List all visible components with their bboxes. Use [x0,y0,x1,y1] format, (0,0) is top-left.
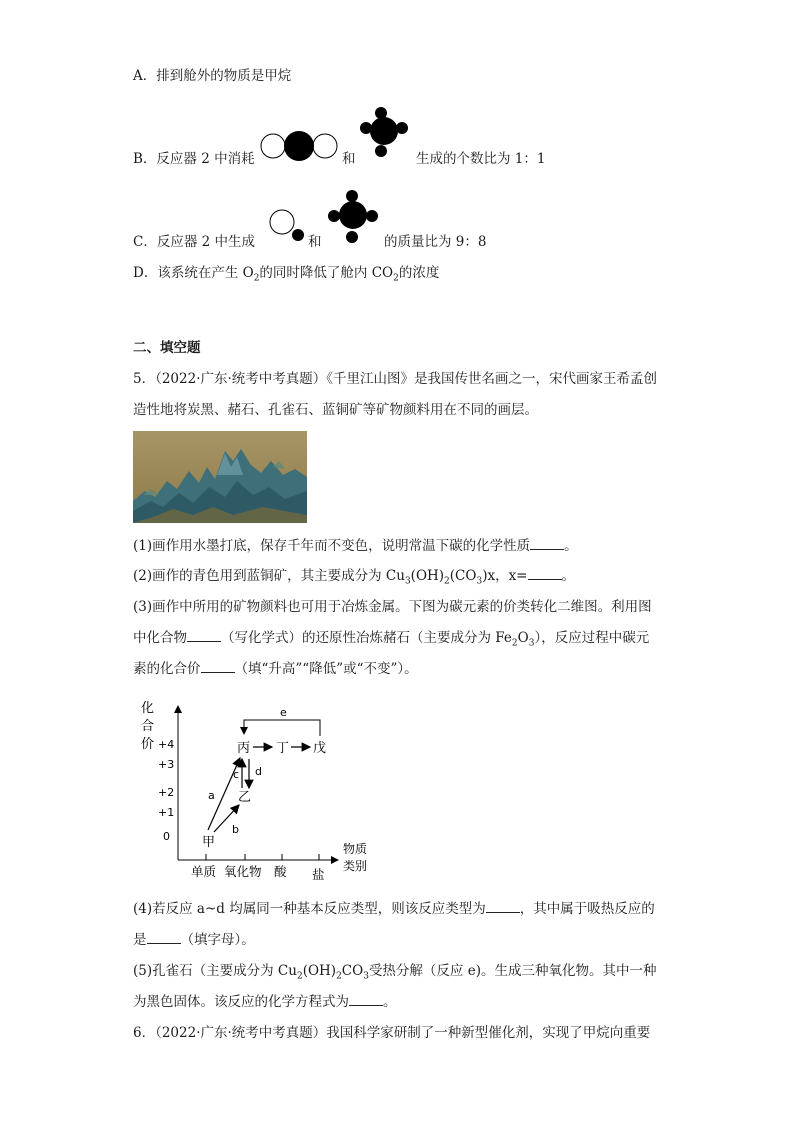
arrow-d-label: d [255,765,262,778]
node-jia: 甲 [202,835,216,850]
option-c-text: C．反应器 2 中生成 [133,234,256,250]
q5-part4-line2: 是 （填字母）。 [133,932,255,948]
x-label-1: 物质 [343,842,368,856]
section-title: 二、填空题 [133,340,201,356]
option-d: D．该系统在产生 $O_2$的同时降低了舱内 $CO_2$的浓度 [133,265,440,284]
q5-line2: 造性地将炭黑、赭石、孔雀石、蓝铜矿等矿物颜料用在不同的画层。 [133,402,538,418]
node-wu: 戊 [313,741,327,756]
methane-molecule-icon-2 [326,188,384,246]
option-c-and: 和 [308,234,322,250]
q6-line1: 6．（2022·广东·统考中考真题）我国科学家研制了一种新型催化剂，实现了甲烷向重要 [133,1025,651,1041]
y-tick: 0 [163,830,170,843]
q5-part1: (1)画作用水墨打底，保存千年而不变色，说明常温下碳的化学性质 。 [133,538,578,554]
arrow-c-label: c [233,768,240,781]
option-b-text: B．反应器 2 中消耗 [133,151,255,167]
y-tick: +2 [158,786,175,799]
y-tick: +1 [158,806,175,819]
arrow-e [244,720,320,736]
x-tick: 氧化物 [224,864,262,879]
answer-blank-7[interactable] [349,993,383,1006]
q5-part5-line1: (5)孔雀石（主要成分为 $Cu_2(OH)_2CO_3$受热分解（反应 e)。生成三种氧化物。其中一种 [133,963,657,982]
answer-blank-1[interactable] [530,537,564,550]
x-label-2: 类别 [343,859,368,873]
y-label-2: 合 [141,719,155,734]
option-b-and: 和 [342,151,356,167]
y-label-1: 化 [141,701,155,716]
arrow-e-label: e [280,706,287,719]
painting-image [133,431,307,523]
valence-class-diagram [128,696,378,886]
q5-part5-line2: 为黑色固体。该反应的化学方程式为 。 [133,994,397,1010]
answer-blank-5[interactable] [486,900,520,913]
x-tick: 酸 [274,864,287,879]
q5-line1: 5．（2022·广东·统考中考真题）《千里江山图》是我国传世名画之一，宋代画家王希孟创 [133,371,658,387]
answer-blank-2[interactable] [528,567,562,580]
answer-blank-6[interactable] [147,931,181,944]
answer-blank-3[interactable] [187,629,221,642]
methane-molecule-icon [358,104,416,162]
x-tick: 盐 [312,867,325,882]
node-ding: 丁 [276,741,290,756]
arrow-a-label: a [208,789,215,802]
node-bing: 丙 [237,741,251,756]
q5-part3-line2: 中化合物 （写化学式）的还原性冶炼赭石（主要成分为 $Fe_2O_3$），反应过程中碳元 [133,630,650,649]
answer-blank-4[interactable] [201,660,235,673]
q5-part4-line1: (4)若反应 a~d 均属同一种基本反应类型，则该反应类型为 ，其中属于吸热反应的 [133,901,655,917]
q5-part3-line3: 素的化合价 （填“升高”“降低”或“不变”）。 [133,661,418,677]
option-a: A．排到舱外的物质是甲烷 [133,68,292,84]
y-tick: +3 [158,758,175,771]
y-label-3: 价 [141,737,155,752]
co2-molecule-icon [258,130,340,162]
x-tick: 单质 [191,864,217,879]
water-molecule-icon [268,208,308,242]
option-c-tail: 的质量比为 9：8 [384,234,487,250]
node-yi: 乙 [238,790,252,805]
option-b-tail: 生成的个数比为 1：1 [416,151,546,167]
q5-part2: (2)画作的青色用到蓝铜矿，其主要成分为 $Cu_3(OH)_2(CO_3)x$，x= 。 [133,568,575,587]
q5-part3-line1: (3)画作中所用的矿物颜料也可用于冶炼金属。下图为碳元素的价类转化二维图。利用图 [133,599,652,615]
arrow-b-label: b [232,823,239,836]
y-tick: +4 [158,738,175,751]
